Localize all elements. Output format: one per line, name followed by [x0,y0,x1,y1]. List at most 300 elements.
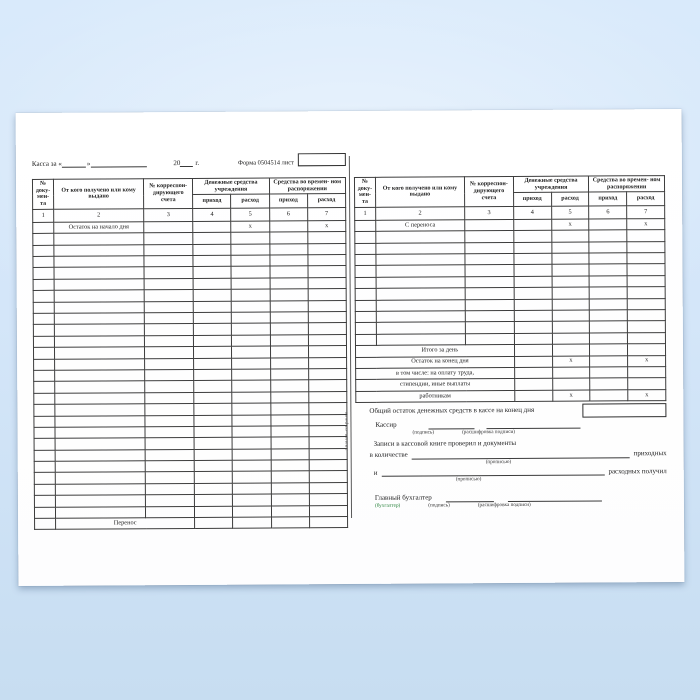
column-number: 5 [551,206,589,219]
column-number: 1 [33,209,54,222]
accountant-label: (бухгалтер) [374,502,401,509]
counterparty-cell [55,392,145,404]
corr-account-cell [465,219,514,231]
expense-cell [231,244,269,256]
corr-account-cell [145,392,194,404]
day-blank [62,160,86,168]
doc-no-cell [33,268,54,280]
expense-cell [232,415,270,427]
expense-cell [552,264,590,276]
expense-cell [551,253,589,265]
income-cell [194,449,232,461]
income-cell [514,310,552,322]
doc-no-cell [33,245,54,257]
column-number: 1 [355,207,376,220]
income-cell [514,390,552,402]
corr-account-cell [145,358,194,370]
income-cell [271,517,309,529]
doc-no-cell [34,473,55,485]
incoming-count-blank [412,450,630,459]
doc-no-cell [355,289,376,301]
year-suffix: г. [195,158,200,167]
form-number-label: Форма 0504514 лист [237,159,294,167]
corr-account-cell [145,347,194,359]
expense-cell [232,289,270,301]
counterparty-header: От кого получено или кому выдано [53,179,143,209]
close-quote: » [86,159,91,168]
signature-hint: (подпись) [412,429,435,436]
corr-account-cell [144,267,193,279]
expense-cell [232,323,270,335]
year-blank [180,159,193,167]
corr-account-header: № корреспон- дирующего счета [144,178,193,208]
doc-no-cell [33,279,54,291]
income-cell [589,253,627,265]
total-balance-line [355,403,666,419]
counterparty-cell [55,484,145,496]
income-cell [194,426,232,438]
corr-account-cell [145,483,194,495]
income-cell [589,219,627,231]
income-cell [590,367,628,379]
income-cell [194,312,232,324]
income-cell [271,505,309,517]
expense-cell [308,277,346,289]
counterparty-cell [55,427,145,439]
corr-account-cell [145,426,194,438]
counterparty-cell [54,313,144,325]
x-mark-cell: х [308,220,346,232]
doc-no-cell [33,313,54,325]
income-cell [514,344,552,356]
expense-cell [233,506,271,518]
income-cell [195,506,233,518]
corr-account-cell [145,404,194,416]
chief-decode-blank [508,493,602,502]
expense-cell [309,391,347,403]
x-mark-cell: х [552,356,590,368]
corr-account-cell [144,278,193,290]
counterparty-cell [54,347,144,359]
outgoing-label: расходных получил [608,466,667,475]
counterparty-cell [55,415,145,427]
inwords-hint: (прописью) [455,476,482,483]
counterparty-cell [376,299,465,311]
doc-no-cell [355,277,376,289]
income-cell [514,367,552,379]
expense-cell [232,437,270,449]
cashier-signature-hints [356,429,667,437]
x-mark-cell: х [627,218,665,230]
income-cell [589,241,627,253]
x-mark-cell: х [628,389,666,401]
totals-row-label: стипендии, иные выплаты [356,379,515,391]
kassa-label: Касса за « [31,159,62,168]
income-cell [589,264,627,276]
corr-account-header: № корреспон- дирующего счета [465,177,514,207]
income-subheader: приход [513,193,551,207]
expense-cell [309,460,347,472]
counterparty-cell [54,336,144,348]
expense-cell [233,449,271,461]
counterparty-cell [54,290,144,302]
year-label: 20 [173,159,181,168]
doc-no-cell [33,325,54,337]
incoming-inwords-hint-line [356,459,667,467]
expense-cell [309,471,347,483]
income-cell [270,391,308,403]
income-cell [270,357,308,369]
income-cell [589,230,627,242]
doc-no-cell [34,393,55,405]
doc-no-cell [34,450,55,462]
doc-no-cell [34,370,55,382]
doc-no-cell [33,234,54,246]
income-cell [193,289,231,301]
expense-cell [308,300,346,312]
corr-account-cell [144,312,193,324]
doc-no-cell [355,334,376,346]
column-number: 2 [54,209,144,223]
corr-account-cell [145,369,194,381]
income-cell [271,448,309,460]
income-cell [193,278,231,290]
income-cell [514,299,552,311]
expense-cell [232,369,270,381]
total-balance-box [582,403,666,418]
doc-no-cell [34,359,55,371]
income-cell [194,335,232,347]
doc-no-cell [33,222,54,234]
column-number: 7 [307,207,345,220]
income-cell [270,300,308,312]
counterparty-cell [54,267,144,279]
expense-cell [308,312,346,324]
income-cell [194,438,232,450]
right-page [354,175,667,510]
expense-cell [627,298,665,310]
counterparty-cell [55,472,145,484]
kassa-date-line [32,151,346,168]
counterparty-cell [376,277,465,289]
income-cell [589,287,627,299]
signature-decode-hint: (расшифровка подписи) [477,501,531,509]
income-cell [270,323,308,335]
income-cell [270,380,308,392]
doc-no-cell [34,382,55,394]
income-cell [194,403,232,415]
income-cell [514,333,552,345]
expense-cell [552,344,590,356]
expense-cell [309,494,347,506]
expense-cell [309,403,347,415]
income-cell [270,312,308,324]
column-number: 3 [144,208,193,221]
doc-no-cell [34,496,55,508]
income-cell [195,494,233,506]
expense-cell [232,380,270,392]
temp-funds-header: Средства во времен- ном распоряжении [269,178,345,195]
income-cell [514,287,552,299]
expense-cell [231,232,269,244]
income-subheader: приход [269,194,307,208]
income-cell [589,276,627,288]
doc-no-cell [34,507,55,519]
income-cell [271,483,309,495]
corr-account-cell [146,495,195,507]
income-cell [590,355,628,367]
expense-cell [232,335,270,347]
income-cell [514,253,552,265]
income-cell [270,335,308,347]
carry-forward-row [35,517,348,530]
expense-cell [308,346,346,358]
income-cell [514,322,552,334]
chief-signature-blank [446,494,494,502]
income-cell [270,403,308,415]
temp-funds-header: Средства во времен- ном распоряжении [589,176,665,193]
x-mark-cell: х [552,390,590,402]
income-cell [271,460,309,472]
corr-account-cell [465,265,514,277]
expense-cell [308,357,346,369]
expense-cell [308,232,346,244]
doc-no-cell [34,427,55,439]
income-cell [270,278,308,290]
doc-no-cell [34,404,55,416]
income-cell [194,324,232,336]
corr-account-cell [465,333,514,345]
corr-account-cell [465,276,514,288]
expense-cell [233,494,271,506]
expense-subheader: расход [551,192,589,206]
corr-account-cell [465,254,514,266]
doc-no-cell [33,302,54,314]
cut-line [349,156,352,518]
expense-cell [309,448,347,460]
expense-cell [232,358,270,370]
expense-cell [309,517,347,529]
expense-cell [551,230,589,242]
counterparty-cell [55,358,145,370]
counterparty-cell [55,449,145,461]
column-number: 6 [589,206,627,219]
cash-table-right [354,175,666,403]
expense-cell [551,242,589,254]
income-subheader: приход [589,192,627,206]
institution-funds-header: Денежные средства учреждения [193,178,269,195]
doc-no-cell [34,439,55,451]
corr-account-cell [465,322,514,334]
income-cell [271,414,309,426]
column-number: 5 [231,208,269,221]
column-number: 7 [627,205,665,218]
counterparty-cell [55,461,145,473]
totals-row-label: Итого за день [355,345,514,357]
incoming-label: приходных [633,448,667,458]
expense-cell [232,312,270,324]
income-cell [271,494,309,506]
expense-cell [309,414,347,426]
header-row [32,178,345,196]
income-cell [270,255,308,267]
expense-subheader: расход [231,194,269,208]
doc-no-header: № доку- мен- та [32,179,53,209]
column-number: 4 [193,208,231,221]
sheet-number-box [298,153,346,166]
expense-cell [308,243,346,255]
income-cell [514,265,552,277]
income-cell [193,267,231,279]
income-cell [269,221,307,233]
x-mark-cell: х [551,219,589,231]
expense-cell [627,241,665,253]
expense-cell [233,460,271,472]
expense-cell [627,253,665,265]
counterparty-cell [54,279,144,291]
income-cell [195,517,233,529]
expense-cell [627,321,665,333]
income-cell [514,379,552,391]
income-cell [270,346,308,358]
column-number: 6 [269,208,307,221]
income-cell [270,266,308,278]
corr-account-cell [145,472,194,484]
income-cell [590,321,628,333]
column-number: 4 [513,206,551,219]
corr-account-cell [146,506,195,518]
doc-no-cell [33,347,54,359]
corr-account-cell [145,461,194,473]
left-page [32,177,348,530]
chief-accountant-hints [356,502,667,510]
expense-cell [309,505,347,517]
income-cell [193,221,231,233]
header-row [354,176,664,194]
spacer-cell [35,518,56,530]
income-cell [193,244,231,256]
expense-cell [552,321,590,333]
totals-row-label: Остаток на конец дня [356,356,515,368]
expense-cell [552,310,590,322]
corr-account-cell [145,335,194,347]
doc-no-cell [34,416,55,428]
cashier-report-footer [355,401,667,509]
expense-cell [628,378,666,390]
expense-cell [628,344,666,356]
counterparty-cell [376,334,465,346]
corr-account-cell [144,233,193,245]
income-cell [514,242,552,254]
doc-no-cell [355,311,376,323]
chief-accountant-label: Главный бухгалтер [374,493,432,503]
income-cell [194,346,232,358]
income-cell [194,460,232,472]
income-cell [590,333,628,345]
counterparty-cell [376,231,465,243]
corr-account-cell [144,324,193,336]
expense-cell [308,334,346,346]
opening-row-label: С переноса [375,220,464,232]
expense-cell [308,266,346,278]
expense-cell [231,255,269,267]
income-cell [195,472,233,484]
expense-cell [233,483,271,495]
income-cell [514,356,552,368]
signature-decode-hint: (расшифровка подписи) [462,429,516,436]
expense-cell [627,275,665,287]
expense-cell [628,367,666,379]
expense-cell [232,278,270,290]
outgoing-count-blank [381,468,604,477]
doc-no-header: № доку- мен- та [354,177,375,207]
counterparty-cell [54,244,144,256]
expense-cell [627,310,665,322]
corr-account-cell [144,290,193,302]
counterparty-cell [54,256,144,268]
corr-account-cell [144,244,193,256]
expense-cell [552,333,590,345]
form-sheet [16,109,685,586]
and-label: и [373,468,378,477]
counterparty-cell [54,324,144,336]
expense-cell [309,437,347,449]
cashier-label: Кассир [375,421,397,430]
income-cell [513,219,551,231]
doc-no-cell [355,266,376,278]
income-cell [195,483,233,495]
doc-no-cell [34,461,55,473]
counterparty-header: От кого получено или кому выдано [375,177,464,207]
expense-cell [232,426,270,438]
counterparty-cell [54,233,144,245]
counterparty-cell [55,495,145,507]
counterparty-cell [376,242,465,254]
institution-funds-header: Денежные средства учреждения [513,176,589,193]
expense-cell [232,346,270,358]
outgoing-inwords-hint-line [356,476,667,484]
expense-cell [552,378,590,390]
cash-table-left [32,177,348,530]
income-cell [194,358,232,370]
doc-no-cell [355,300,376,312]
income-cell [194,381,232,393]
counterparty-cell [55,506,145,518]
counterparty-cell [55,404,145,416]
corr-account-cell [144,301,193,313]
income-cell [271,471,309,483]
quantity-label: в количестве [369,450,408,459]
cut-line-label: линия отреза [344,411,350,451]
counterparty-cell [54,301,144,313]
expense-cell [552,276,590,288]
form-number-group [238,153,346,167]
totals-row-label: работникам [356,390,515,402]
corr-account-cell [145,415,194,427]
income-cell [194,369,232,381]
totals-row-label: в том числе: на оплату труда, [356,367,515,379]
expense-cell [309,482,347,494]
doc-no-cell [34,484,55,496]
income-cell [271,426,309,438]
counterparty-cell [55,381,145,393]
inwords-hint: (прописью) [485,458,512,465]
income-cell [194,415,232,427]
expense-cell [627,264,665,276]
column-number: 2 [375,207,464,221]
x-mark-cell: х [628,355,666,367]
doc-no-cell [33,256,54,268]
